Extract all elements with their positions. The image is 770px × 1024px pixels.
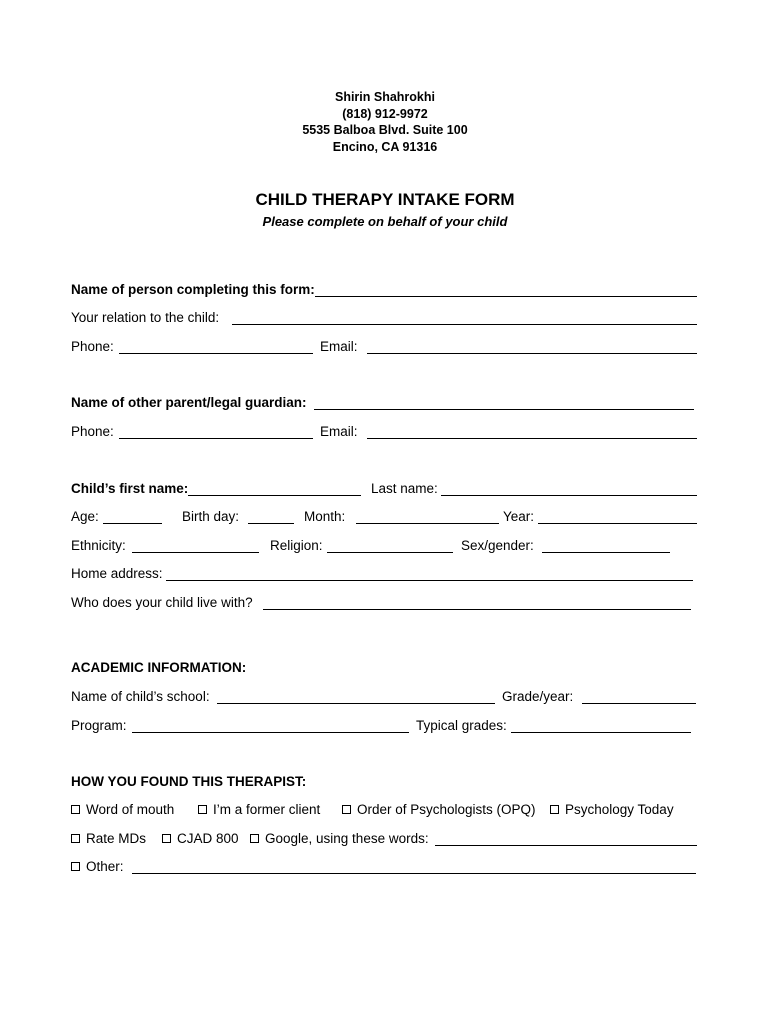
guardian-name-row <box>71 394 701 414</box>
guardian-name-label: Name of other parent/legal guardian: <box>71 395 307 410</box>
grade-field[interactable] <box>582 703 696 704</box>
option-rate-mds[interactable] <box>71 830 146 848</box>
found-heading: HOW YOU FOUND THIS THERAPIST: <box>71 774 307 789</box>
guardian-phone-field[interactable] <box>119 438 313 439</box>
other-field[interactable] <box>132 873 696 874</box>
option-label: Other: <box>86 859 124 874</box>
relation-field[interactable] <box>232 324 697 325</box>
checkbox-icon[interactable] <box>71 805 80 814</box>
sex-label: Sex/gender: <box>461 538 534 553</box>
lives-with-field[interactable] <box>263 609 691 610</box>
program-label: Program: <box>71 718 127 733</box>
school-label: Name of child’s school: <box>71 689 210 704</box>
option-google[interactable] <box>250 830 429 848</box>
checkbox-icon[interactable] <box>550 805 559 814</box>
practice-header <box>0 89 770 155</box>
age-field[interactable] <box>103 523 162 524</box>
guardian-email-field[interactable] <box>367 438 697 439</box>
typical-grades-field[interactable] <box>511 732 691 733</box>
option-other[interactable] <box>71 858 124 876</box>
option-cjad-800[interactable] <box>162 830 239 848</box>
relation-label: Your relation to the child: <box>71 310 220 325</box>
other-row <box>71 858 701 878</box>
year-label: Year: <box>503 509 535 524</box>
birthday-field[interactable] <box>248 523 294 524</box>
guardian-email-label: Email: <box>320 424 358 439</box>
practitioner-address-line1: 5535 Balboa Blvd. Suite 100 <box>302 123 468 137</box>
option-label: Order of Psychologists (OPQ) <box>357 802 536 817</box>
person-email-label: Email: <box>320 339 358 354</box>
checkbox-icon[interactable] <box>342 805 351 814</box>
home-address-field[interactable] <box>166 580 693 581</box>
option-label: CJAD 800 <box>177 831 239 846</box>
person-phone-field[interactable] <box>119 353 313 354</box>
child-first-name-field[interactable] <box>188 495 361 496</box>
lives-with-row <box>71 594 701 614</box>
practitioner-phone: (818) 912-9972 <box>342 106 428 121</box>
typical-grades-label: Typical grades: <box>416 718 507 733</box>
person-name-label: Name of person completing this form: <box>71 282 315 297</box>
child-last-name-label: Last name: <box>371 481 438 496</box>
checkbox-icon[interactable] <box>162 834 171 843</box>
practitioner-address-line2: Encino, CA 91316 <box>332 139 438 154</box>
option-label: Psychology Today <box>565 802 674 817</box>
child-last-name-field[interactable] <box>441 495 697 496</box>
checkbox-icon[interactable] <box>250 834 259 843</box>
religion-field[interactable] <box>327 552 453 553</box>
guardian-name-field[interactable] <box>314 409 694 410</box>
option-label: Word of mouth <box>86 802 175 817</box>
person-name-row <box>71 281 701 301</box>
ethnicity-field[interactable] <box>132 552 259 553</box>
month-field[interactable] <box>356 523 499 524</box>
form-title: CHILD THERAPY INTAKE FORM <box>255 190 515 209</box>
guardian-contact-row <box>71 423 701 443</box>
child-birth-row <box>71 508 701 528</box>
found-options-row-1 <box>71 801 701 821</box>
found-heading-row <box>71 773 701 793</box>
found-options-row-2 <box>71 830 701 850</box>
school-row <box>71 688 701 708</box>
option-opq[interactable] <box>342 801 536 819</box>
program-field[interactable] <box>132 732 409 733</box>
lives-with-label: Who does your child live with? <box>71 595 253 610</box>
academic-heading-row <box>71 659 701 679</box>
option-former-client[interactable] <box>198 801 320 819</box>
person-email-field[interactable] <box>367 353 697 354</box>
sex-field[interactable] <box>542 552 670 553</box>
option-label: I’m a former client <box>213 802 321 817</box>
ethnicity-label: Ethnicity: <box>71 538 126 553</box>
religion-label: Religion: <box>270 538 323 553</box>
checkbox-icon[interactable] <box>198 805 207 814</box>
birthday-label: Birth day: <box>182 509 240 524</box>
child-first-name-label: Child’s first name: <box>71 481 189 496</box>
checkbox-icon[interactable] <box>71 834 80 843</box>
option-label: Rate MDs <box>86 831 147 846</box>
google-words-field[interactable] <box>435 845 697 846</box>
checkbox-icon[interactable] <box>71 862 80 871</box>
option-word-of-mouth[interactable] <box>71 801 174 819</box>
practitioner-name: Shirin Shahrokhi <box>334 90 435 104</box>
program-row <box>71 717 701 737</box>
academic-heading: ACADEMIC INFORMATION: <box>71 660 247 675</box>
relation-row <box>71 309 701 329</box>
guardian-phone-label: Phone: <box>71 424 114 439</box>
child-background-row <box>71 537 701 557</box>
person-contact-row <box>71 338 701 358</box>
year-field[interactable] <box>538 523 697 524</box>
home-address-row <box>71 565 701 585</box>
option-psychology-today[interactable] <box>550 801 674 819</box>
option-label: Google, using these words: <box>265 831 429 846</box>
home-address-label: Home address: <box>71 566 163 581</box>
person-name-field[interactable] <box>315 296 697 297</box>
form-subtitle: Please complete on behalf of your child <box>262 214 508 229</box>
month-label: Month: <box>304 509 346 524</box>
person-phone-label: Phone: <box>71 339 114 354</box>
school-field[interactable] <box>217 703 495 704</box>
grade-label: Grade/year: <box>502 689 574 704</box>
child-name-row <box>71 480 701 500</box>
age-label: Age: <box>71 509 99 524</box>
